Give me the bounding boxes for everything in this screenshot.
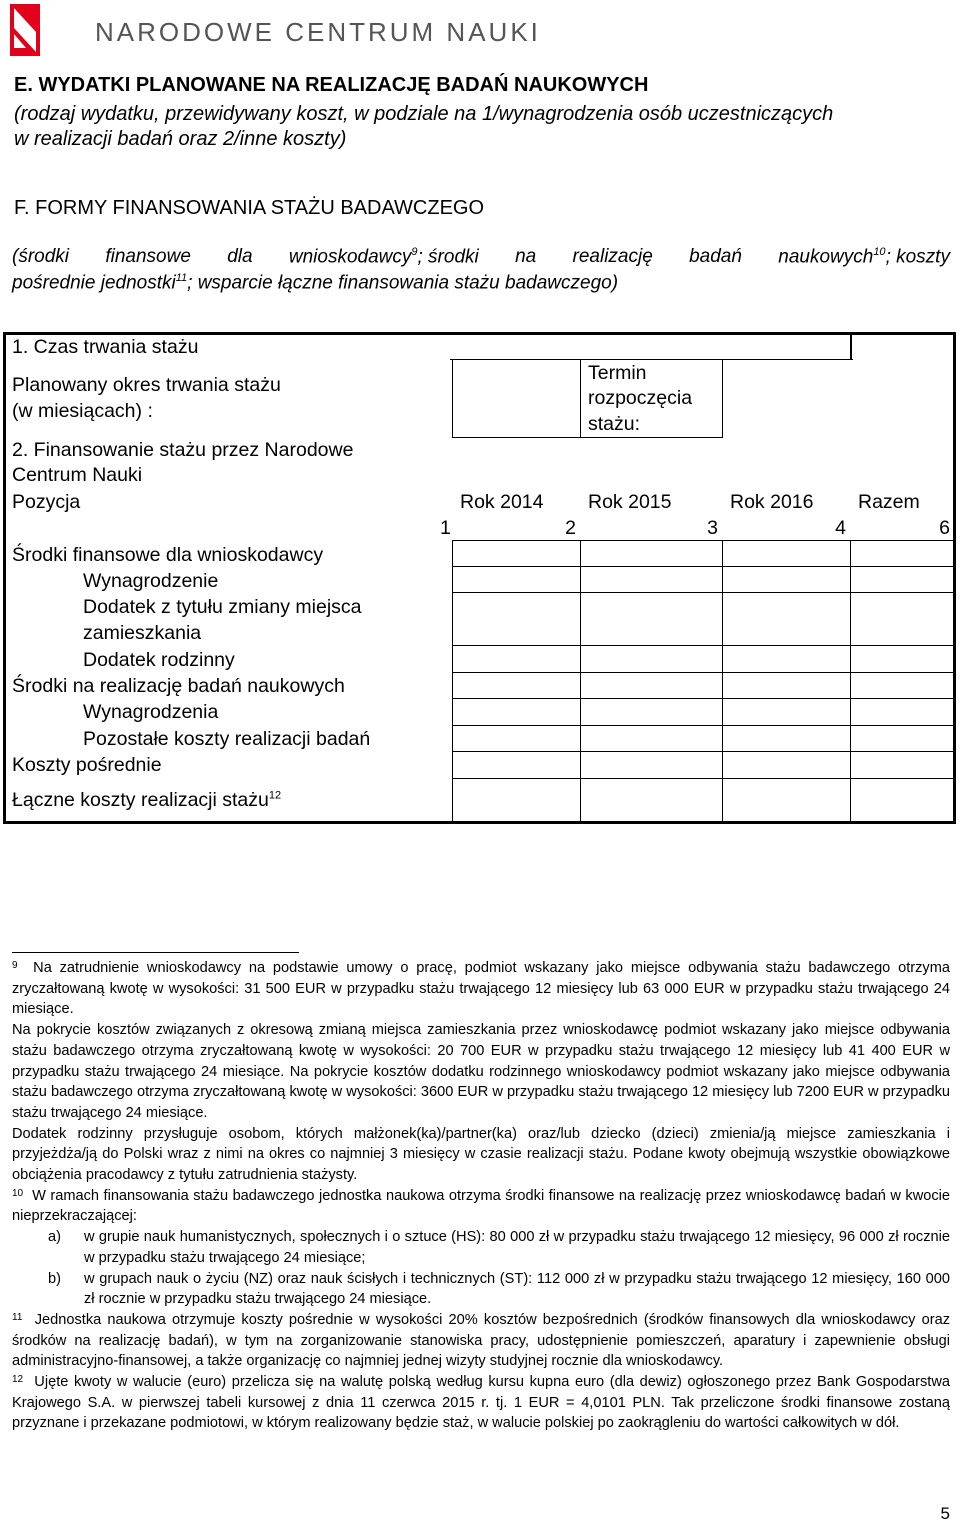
f-word: naukowych	[778, 246, 874, 268]
footnote-ref-11: 11	[175, 272, 188, 284]
col-header-2015: Rok 2015	[588, 491, 672, 513]
col-number: 6	[939, 517, 950, 539]
financing-header-2: Centrum Nauki	[12, 464, 143, 486]
section-e-subtitle-2: w realizacji badań oraz 2/inne koszty)	[14, 128, 347, 150]
f-word: ; koszty	[885, 246, 950, 268]
planned-duration-label-2: (w miesiącach) :	[12, 400, 153, 422]
footnote-mark: 12	[12, 1374, 24, 1386]
section-e-subtitle-1: (rodzaj wydatku, przewidywany koszt, w podziale na 1/wynagrodzenia osób uczestniczących	[14, 103, 834, 125]
footnote-ref-12: 12	[268, 789, 282, 802]
col-header-position: Pozycja	[12, 491, 81, 513]
section-f-title: F. FORMY FINANSOWANIA STAŻU BADAWCZEGO	[14, 197, 485, 219]
ncn-logo	[10, 4, 40, 56]
footnote-9-family: Dodatek rodzinny przysługuje osobom, których małżonek(ka)/partner(ka) oraz/lub dziecko (dzieci) zmienia/ją miejsce zamieszkania i przyjeżdża/ją do Polski wraz z nimi na okres co najmniej 3 miesięcy w czasie realizacji stażu. Podane kwoty obejmują wszystkie obowiązkowe obciążenia pracodawcy z tytułu zatrudnienia stażysty.	[12, 1125, 950, 1184]
f-word: (środki	[12, 246, 70, 267]
col-number: 4	[835, 517, 846, 539]
col-number: 3	[707, 517, 718, 539]
page-number: 5	[940, 1504, 950, 1523]
footnote-text: Na zatrudnienie wnioskodawcy na podstawie umowy o pracę, podmiot wskazany jako miejsce odbywania stażu badawczego otrzyma zryczałtowaną kwotę w wysokości: 31 500 EUR w przypadku stażu trwającego 12 miesięcy lub 63 000 EUR w przypadku stażu trwającego 24 miesiące.	[12, 960, 950, 1018]
footnotes	[12, 958, 950, 1434]
row-relocation-allowance-1: Dodatek z tytułu zmiany miejsca	[83, 596, 362, 618]
col-header-2016: Rok 2016	[730, 491, 814, 513]
list-item	[12, 1227, 950, 1268]
row-total-costs-label: Łączne koszty realizacji stażu	[12, 789, 269, 811]
f-word: wnioskodawcy	[288, 246, 412, 268]
f-word: realizację	[572, 246, 653, 267]
footnote-9	[12, 958, 950, 1020]
row-funds-applicant: Środki finansowe dla wnioskodawcy	[12, 544, 324, 566]
row-family-allowance: Dodatek rodzinny	[83, 649, 235, 671]
footnote-text: Ujęte kwoty w walucie (euro) przelicza się na walutę polską według kursu kupna euro (dla dewiz) ogłoszonego przez Bank Gospodarstwa Krajowego S.A. w pierwszej tabeli kursowej z dnia 11 czerwca 2015 r. tj. 1 EUR = 4,0101 PLN. Tak przeliczone środki finansowe zostaną przyznane i przekazane podmiotowi, w którym realizowany będzie staż, w walucie polskiej po zaokrągleniu do wartości całkowitych w dół.	[12, 1374, 950, 1432]
list-label: a)	[48, 1229, 61, 1246]
f-word-with-footnote	[289, 246, 479, 268]
f-text: pośrednie jednostki	[12, 272, 176, 294]
duration-header: 1. Czas trwania stażu	[12, 336, 199, 358]
list-item	[12, 1269, 950, 1310]
f-word: ; środki	[417, 246, 479, 268]
f-word: na	[515, 246, 537, 267]
footnote-ref-10: 10	[873, 246, 886, 258]
section-e-title: E. WYDATKI PLANOWANE NA REALIZACJĘ BADAŃ NAUKOWYCH	[14, 74, 649, 96]
row-salary: Wynagrodzenie	[83, 570, 219, 592]
start-date-label-1: Termin	[588, 362, 647, 384]
list-label: b)	[48, 1270, 61, 1287]
start-date-label-3: stażu:	[588, 413, 641, 435]
row-salaries: Wynagrodzenia	[83, 701, 219, 723]
footnote-ref-9: 9	[411, 246, 418, 258]
footnote-mark: 10	[12, 1187, 24, 1199]
col-number: 1	[440, 517, 451, 539]
row-relocation-allowance-2: zamieszkania	[83, 622, 202, 644]
f-word: dla	[227, 246, 253, 267]
footnote-10-list	[12, 1227, 950, 1310]
planned-duration-label-1: Planowany okres trwania stażu	[12, 374, 281, 396]
section-f-line-2	[12, 272, 618, 294]
row-other-costs: Pozostałe koszty realizacji badań	[83, 728, 371, 750]
col-number: 2	[565, 517, 576, 539]
row-research-funds: Środki na realizację badań naukowych	[12, 675, 345, 697]
footnote-12	[12, 1372, 950, 1434]
footnote-mark: 9	[12, 960, 18, 971]
footnote-separator	[12, 952, 299, 953]
footnote-10	[12, 1186, 950, 1227]
f-word-with-footnote	[778, 246, 950, 268]
f-text: ; wsparcie łączne finansowania stażu badawczego)	[187, 272, 619, 294]
footnote-mark: 11	[12, 1311, 23, 1323]
organization-name: NARODOWE CENTRUM NAUKI	[95, 17, 541, 47]
footnote-text: W ramach finansowania stażu badawczego jednostka naukowa otrzyma środki finansowe na realizację przez wnioskodawcę badań w kwocie nieprzekraczającej:	[12, 1187, 951, 1225]
footnote-9-relocation: Na pokrycie kosztów związanych z okresową zmianą miejsca zamieszkania przez wnioskodawcę podmiot wskazany jako miejsce odbywania stażu badawczego otrzyma zryczałtowaną kwotę w wysokości: 20 700 EUR w przypadku stażu trwającego 12 miesięcy lub 41 400 EUR w przypadku stażu trwającego 24 miesiące. Na pokrycie kosztów dodatku rodzinnego wnioskodawcy podmiot wskazany jako miejsce odbywania stażu badawczego otrzyma zryczałtowaną kwotę w wysokości: 3600 EUR w przypadku stażu trwającego 12 miesięcy lub 7200 EUR w przypadku stażu trwającego 24 miesiące.	[12, 1022, 950, 1121]
f-word: finansowe	[105, 246, 191, 267]
section-f-line-1	[12, 246, 950, 268]
footnote-11	[12, 1310, 950, 1372]
row-indirect-costs: Koszty pośrednie	[12, 754, 162, 776]
financing-header-1: 2. Finansowanie stażu przez Narodowe	[12, 439, 354, 461]
list-text: w grupie nauk humanistycznych, społecznych i o sztuce (HS): 80 000 zł w przypadku stażu trwającego 12 miesięcy, 96 000 zł rocznie w przypadku stażu trwającego 24 miesiące;	[84, 1229, 950, 1266]
list-text: w grupach nauk o życiu (NZ) oraz nauk ścisłych i technicznych (ST): 112 000 zł w przypadku stażu trwającego 12 miesięcy, 160 000 zł rocznie w przypadku stażu trwającego 24 miesiące.	[84, 1270, 950, 1308]
footnote-text: Jednostka naukowa otrzymuje koszty pośrednie w wysokości 20% kosztów bezpośrednich (środków finansowych dla wnioskodawcy oraz środków na realizację badań), w tym na zorganizowanie stanowiska pracy, udostępnienie pomieszczeń, aparatury i zapewnienie obsługi administracyjno-finansowej, a także organizację co najmniej jednej wizyty studyjnej rocznie dla wnioskodawcy.	[12, 1311, 950, 1370]
col-header-total: Razem	[858, 491, 920, 513]
col-header-2014: Rok 2014	[460, 491, 544, 513]
row-total-costs	[12, 789, 281, 812]
f-word: badań	[689, 246, 742, 267]
start-date-label-2: rozpoczęcia	[588, 387, 693, 409]
